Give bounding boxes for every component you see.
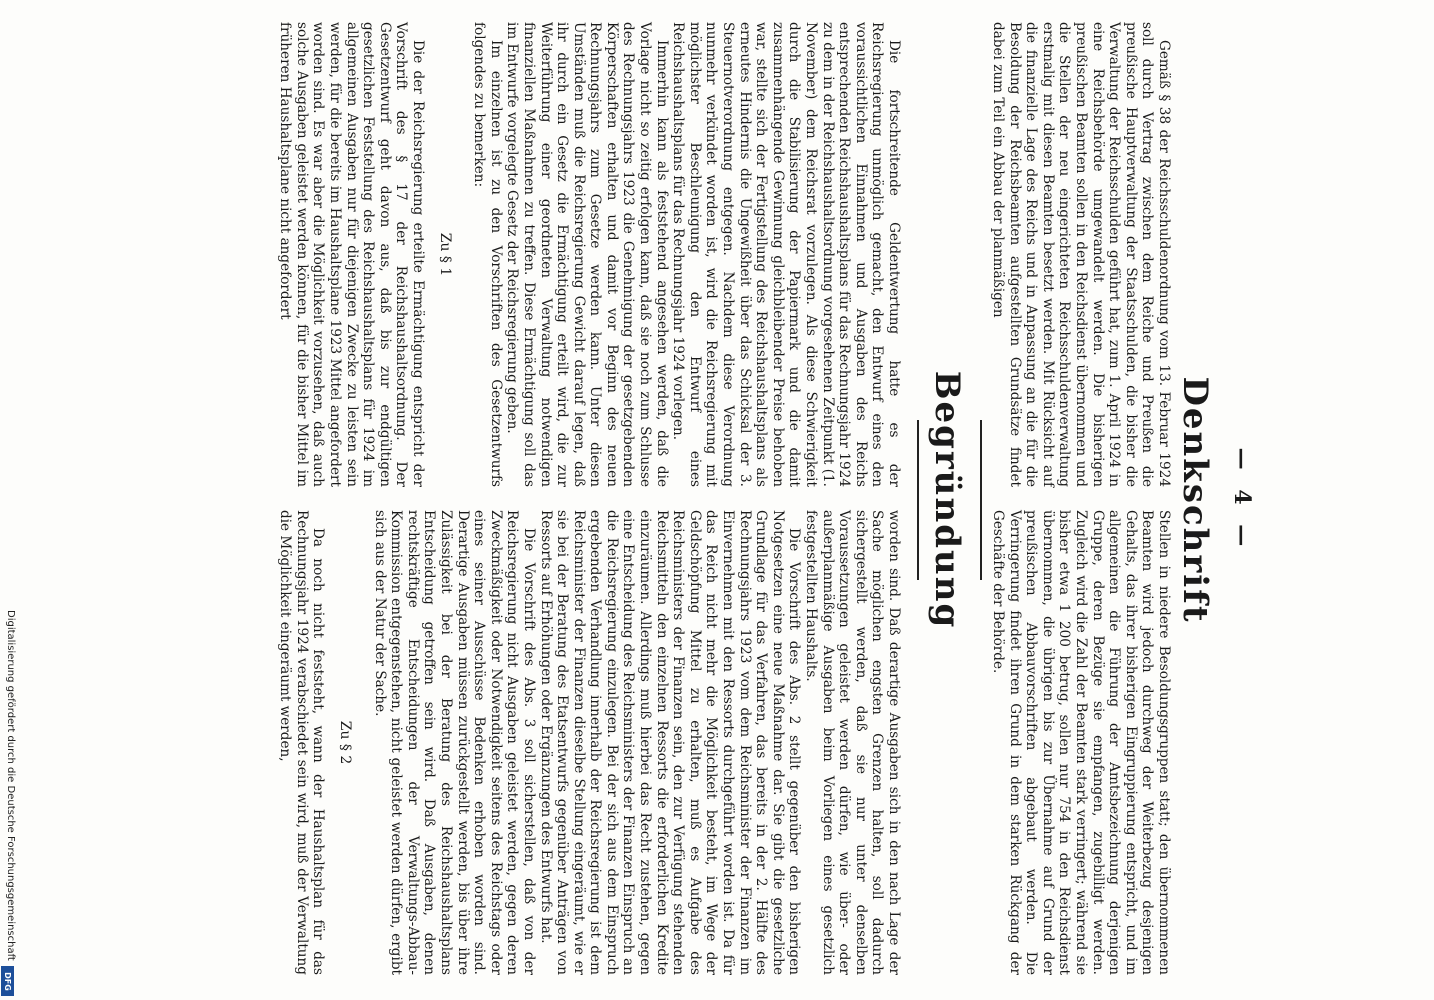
section-heading-zu-1: Zu § 1 — [436, 232, 453, 277]
denkschrift-paragraph-left: Gemäß § 38 der Reichsschuldenordnung vom 13. Februar 1924 soll durch Vertrag zwischen dem Reiche und Preußen die preußische Hauptverwaltung der Staatsschulden, die bisher die Verwaltung der Reichsschulden geführt hat, zum 1. April 1924 in eine Reichsbehörde umgewandelt werden. Die bisherigen preußischen Beamten sollen in den Reichsdienst übernommen und die Stellen der neu eingerichteten Reichsschuldenverwaltung erstmalig mit diesen Beamten besetzt werden. Mit Rücksicht auf die finanzielle Lage des Reichs und in Anpassung an die für die Besoldung der Reichsbeamten aufgestellten Grundsätze findet dabei zum Teil ein Abbau der planmäßigen — [990, 22, 1172, 487]
digitization-credit-text: Digitalisierung gefördert durch die Deutsche Forschungsgemeinschaft — [5, 610, 16, 961]
paragraph: Im einzelnen ist zu den Vorschriften des Gesetzentwurfs folgendes zu bemerken: — [471, 22, 504, 487]
paragraph: Die Vorschrift des Abs. 3 soll sicherstellen, daß von der Reichsregierung nicht Ausgaben geleistet werden, gegen deren Zweckmäßigkeit oder Notwendigkeit seitens des Reichstags oder eines seiner Ausschüsse Bedenken erhoben worden sind. Derartige Ausgaben müssen zurückgestellt werden, bis über ihre Zulässigkeit bei der Beratung des Reichshaushaltsplans Entscheidung getroffen sein wird. Daß Ausgaben, denen rechtskräftige Entscheidungen der Verwaltungs-Abbau-Kommission entgegenstehen, nicht geleistet werden dürfen, ergibt sich aus der Natur der Sache. — [371, 510, 537, 975]
page-number: — 4 — — [1229, 447, 1255, 553]
paragraph: Die Vorschrift des Abs. 2 stellt gegenüber den bisherigen Notgesetzen eine neue Maßnahme dar. Sie gibt die gesetzliche Grundlage für das Verfahren, das bereits in der 2. Hälfte des Rechnungsjahrs 1923 vom dem Reichsminister der Finanzen im Einvernehmen mit den Ressorts durchgeführt worden ist. Da für das Reich nicht mehr die Möglichkeit besteht, im Wege der Geldschöpfung Mittel zu erhalten, muß es Aufgabe des Reichsministers der Finanzen sein, den zur Verfügung stehenden Reichsmitteln den einzelnen Ressorts die erforderlichen Kredite einzuräumen. Allerdings muß hierbei das Recht zustehen, gegen eine Entscheidung des Reichsministers der Finanzen Einspruch an die Reichsregierung einzulegen. Bei der sich aus dem Einspruch ergebenden Verhandlung innerhalb der Reichsregierung ist dem Reichsminister der Finanzen dieselbe Stellung eingeräumt, wie er sie bei der Beratung des Etatsentwurfs gegenüber Anträgen von Ressorts auf Erhöhungen oder Ergänzungen des Entwurfs hat. — [537, 510, 803, 975]
denkschrift-column-right — [989, 510, 1172, 975]
title-begruendung: Begründung — [927, 370, 967, 630]
begruendung-column-left — [277, 22, 902, 487]
title-denkschrift: Denkschrift — [1175, 376, 1215, 624]
divider-rule — [917, 420, 919, 580]
denkschrift-column-left — [989, 22, 1172, 487]
section-heading-zu-2: Zu § 2 — [337, 720, 353, 765]
begruendung-column-right — [277, 510, 902, 975]
dfg-logo-text: DFG — [3, 971, 13, 991]
paragraph: Die der Reichsregierung erteilte Ermächtigung entspricht der Vorschrift des § 17 der Reichshaushaltsordnung. Der Gesetzentwurf geht davon aus, daß bis zur endgültigen gesetzlichen Feststellung des Reichshaushaltsplans für 1924 im allgemeinen Ausgaben nur für diejenigen Zwecke zu leisten sein werden, für die bereits im Haushaltsplane 1923 Mittel angefordert worden sind. Es war aber die Möglichkeit vorzusehen, daß auch solche Ausgaben geleistet werden können, für die bisher Mittel im früheren Haushaltsplane nicht angefordert — [277, 22, 426, 487]
paragraph: Die fortschreitende Geldentwertung hatte es der Reichsregierung unmöglich gemacht, den Entwurf eines den voraussichtlichen Einnahmen und Ausgaben des Reichs entsprechenden Reichshaushaltsplans für das Rechnungsjahr 1924 zu dem in der Reichshaushaltsordnung vorgesehenen Zeitpunkt (1. November) dem Reichsrat vorzulegen. Als diese Schwierigkeit durch die Stabilisierung der Papiermark und die damit zusammenhängende Gewinnung gleichbleibender Preise behoben war, stellte sich der Fertigstellung des Reichshaushaltsplans als erneutes Hindernis die Ungewißheit über das Schicksal der 3. Steuernotverordnung entgegen. Nachdem diese Verordnung nunmehr verkündet worden ist, wird die Reichsregierung mit möglichster Beschleunigung den Entwurf eines Reichshaushaltsplans für das Rechnungsjahr 1924 vorlegen. — [670, 22, 902, 487]
paragraph: worden sind. Daß derartige Ausgaben sich in den nach Lage der Sache möglichen engsten Grenzen halten, soll dadurch sichergestellt werden, daß sie nur unter denselben Voraussetzungen geleistet werden dürfen, wie über- oder außerplanmäßige Ausgaben beim Vorliegen eines gesetzlich festgestellten Haushalts. — [803, 510, 902, 975]
divider-rule — [980, 420, 982, 580]
paragraph: Da noch nicht feststeht, wann der Haushaltsplan für das Rechnungsjahr 1924 verabschiedet sein wird, muß der Verwaltung die Möglichkeit eingeräumt werden, — [277, 510, 327, 975]
digitization-credit — [2, 610, 16, 995]
denkschrift-paragraph-right: Stellen in niedere Besoldungsgruppen statt; den übernommenen Beamten wird jedoch durchweg der Weiterbezug desjenigen Gehalts, das ihrer bisherigen Eingruppierung entspricht, und im allgemeinen die Führung der Amtsbezeichnung derjenigen Gruppe, deren Bezüge sie empfangen, zugebilligt werden. Zugleich wird die Zahl der Beamten stark verringert; während sie bisher etwa 1 200 betrug, sollen nur 754 in den Reichsdienst übernommen, die übrigen bis zur Übernahme auf Grund der preußischen Abbauvorschriften abgebaut werden. Die Verringerung findet ihren Grund in dem starken Rückgang der Geschäfte der Behörde. — [990, 510, 1172, 975]
paragraph: Immerhin kann als feststehend angesehen werden, daß die Vorlage nicht so zeitig erfolgen kann, daß sie noch zum Schlusse des Rechnungsjahrs 1923 die Genehmigung der gesetzgebenden Körperschaften erhalten und damit vor Beginn des neuen Rechnungsjahrs zum Gesetze werden kann. Unter diesen Umständen muß die Reichsregierung Gewicht darauf legen, daß ihr durch ein Gesetz die Ermächtigung erteilt wird, die zur Weiterführung einer geordneten Verwaltung notwendigen finanziellen Maßnahmen zu treffen. Diese Ermächtigung soll das im Entwurfe vorgelegte Gesetz der Reichsregierung geben. — [504, 22, 670, 487]
dfg-logo — [1, 966, 14, 996]
